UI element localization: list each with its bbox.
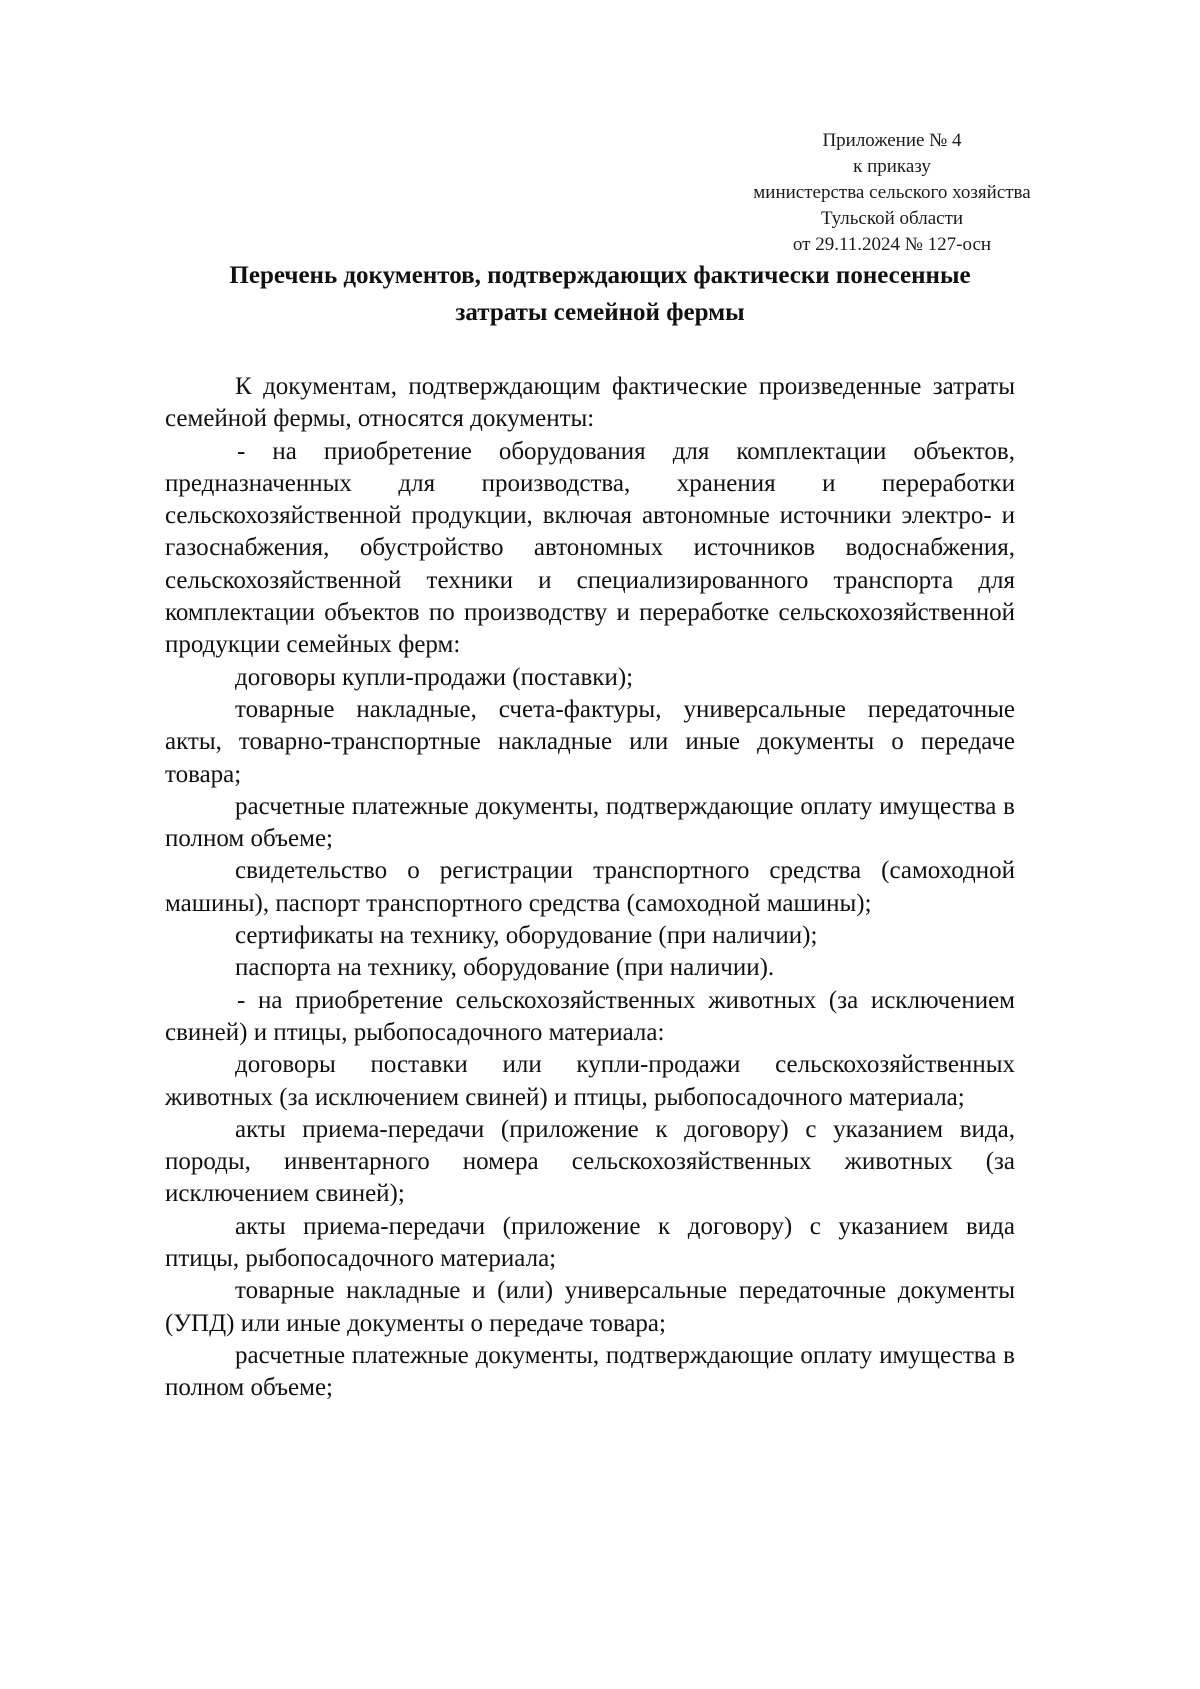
section-animals-heading: - на приобретение сельскохозяйственных животных (за исключением свиней) и птицы, рыбопосадочного материала:: [165, 986, 1015, 1046]
intro-paragraph: К документам, подтверждающим фактические произведенные затраты семейной фермы, относятся документы:: [165, 373, 1015, 433]
appendix-order-ref: к приказу: [853, 156, 931, 177]
list-item: свидетельство о регистрации транспортного средства (самоходной машины), паспорт транспортного средства (самоходной машины);: [165, 857, 1015, 917]
list-item: акты приема-передачи (приложение к договору) с указанием вида птицы, рыбопосадочного материала;: [165, 1212, 1015, 1273]
list-item: расчетные платежные документы, подтверждающие оплату имущества в полном объеме;: [165, 792, 1015, 853]
appendix-date-number: от 29.11.2024 № 127-осн: [792, 234, 992, 255]
document-title: [150, 257, 1050, 331]
appendix-region: Тульской области: [820, 208, 964, 229]
document-title-line-1: Перечень документов, подтверждающих фактически понесенные: [229, 262, 971, 289]
list-item: товарные накладные, счета-фактуры, универсальные передаточные акты, товарно-транспортные накладные или иные документы о передаче товара;: [165, 695, 1015, 788]
appendix-number: Приложение № 4: [822, 130, 962, 151]
appendix-ministry: министерства сельского хозяйства: [753, 182, 1031, 203]
list-item: расчетные платежные документы, подтверждающие оплату имущества в полном объеме;: [165, 1341, 1015, 1402]
list-item: акты приема-передачи (приложение к договору) с указанием вида, породы, инвентарного номера сельскохозяйственных животных (за исключением свиней);: [165, 1115, 1015, 1208]
document-title-line-2: затраты семейной фермы: [455, 299, 745, 326]
list-item: договоры купли-продажи (поставки);: [235, 663, 634, 691]
document-body: [165, 371, 1015, 1405]
list-item: договоры поставки или купли-продажи сельскохозяйственных животных (за исключением свиней) и птицы, рыбопосадочного материала;: [165, 1051, 1015, 1111]
appendix-header: [742, 128, 1042, 258]
list-item: паспорта на технику, оборудование (при наличии).: [235, 954, 775, 982]
list-item: сертификаты на технику, оборудование (при наличии);: [235, 922, 818, 950]
list-item: товарные накладные и (или) универсальные передаточные документы (УПД) или иные документы о передаче товара;: [165, 1277, 1015, 1337]
section-equipment-heading: - на приобретение оборудования для комплектации объектов, предназначенных для производства, хранения и переработки сельскохозяйственной продукции, включая автономные источники электро- и газоснабжения, обустройство автономных источников водоснабжения, сельскохозяйственной техники и специализированного транспорта для комплектации объектов по производству и переработке сельскохозяйственной продукции семейных ферм:: [165, 437, 1015, 659]
